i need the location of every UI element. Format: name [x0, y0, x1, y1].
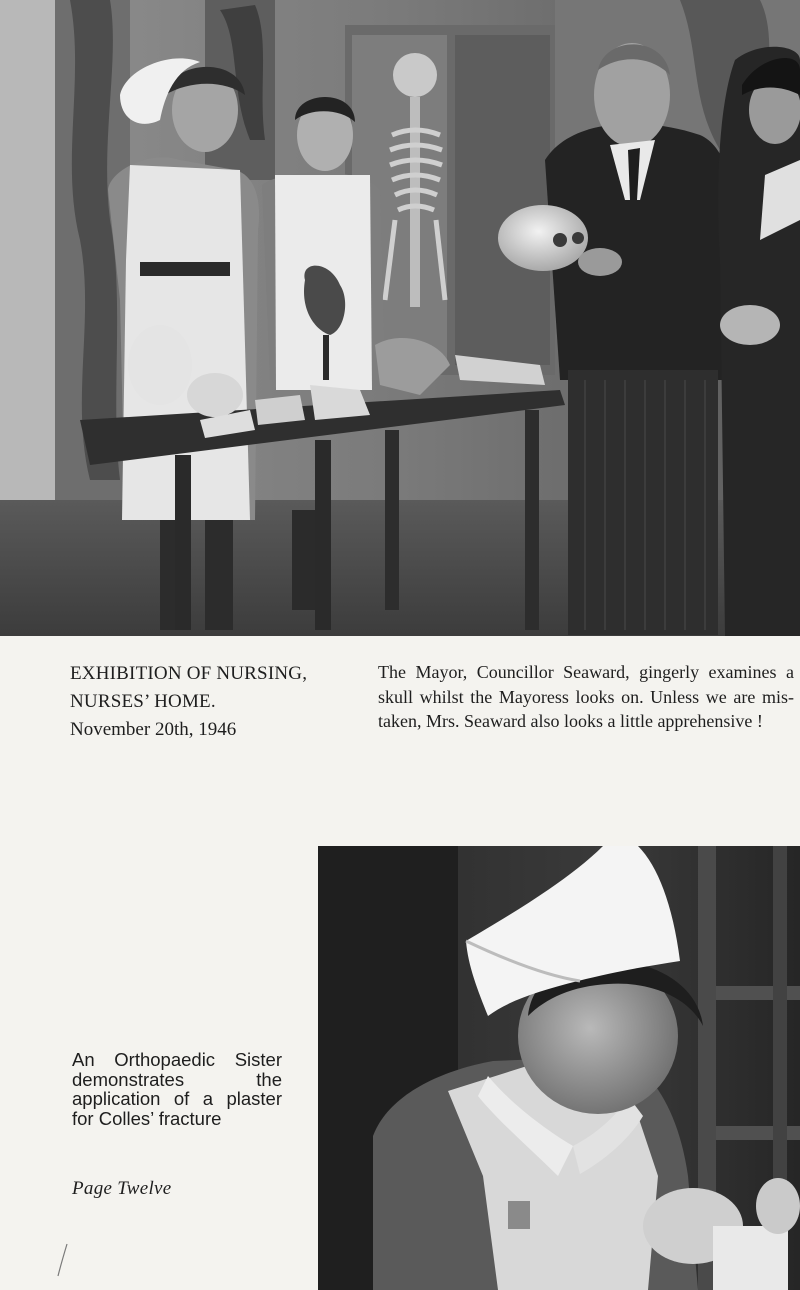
orthopaedic-sister-photo — [318, 846, 800, 1290]
exhibition-title-line1: EXHIBITION OF NURSING, — [70, 663, 308, 684]
page-number: Page Twelve — [72, 1178, 172, 1199]
exhibition-photo — [0, 0, 800, 636]
orthopaedic-sister-photo-graphic — [318, 846, 800, 1290]
exhibition-caption — [70, 660, 360, 744]
exhibition-date: November 20th, 1946 — [70, 719, 237, 740]
mayor-caption: The Mayor, Councillor Seaward, gingerly examines a skull whilst the Mayoress looks on. Unless we are mistaken, Mrs. Seaward also looks a little apprehensive ! — [378, 662, 794, 731]
exhibition-photo-graphic — [0, 0, 800, 636]
exhibition-title-line2: NURSES’ HOME. — [70, 691, 216, 712]
orthopaedic-caption: An Orthopaedic Sister demonstrates the application of a plaster for Colles’ fracture — [72, 1049, 282, 1129]
pencil-mark — [55, 1242, 71, 1278]
